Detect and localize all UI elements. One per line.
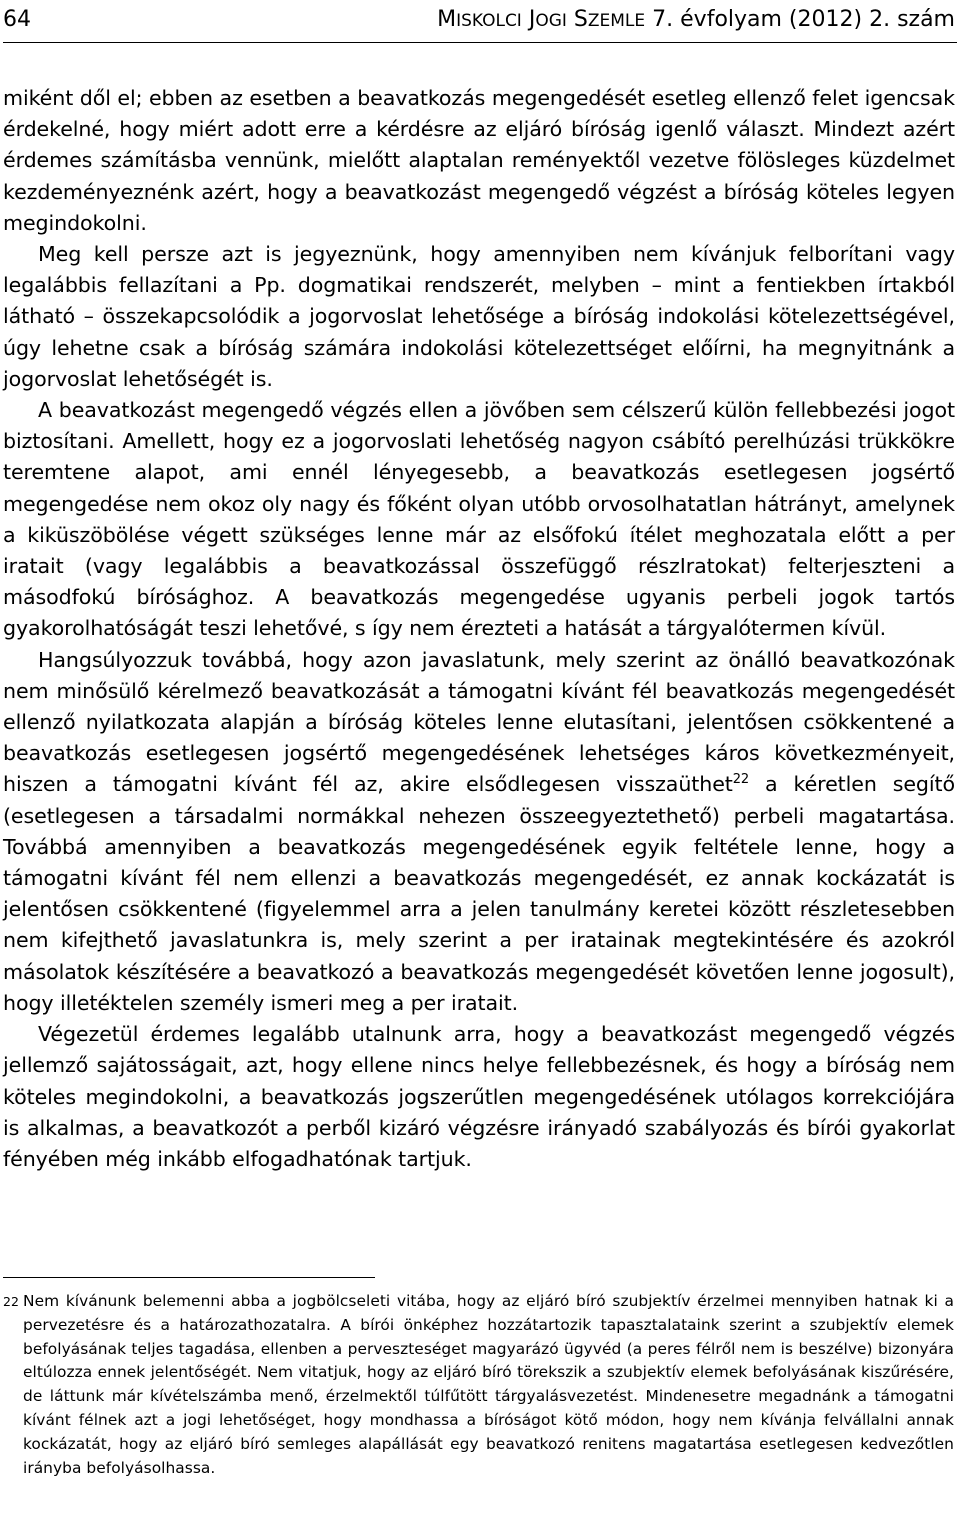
running-header: [3, 4, 957, 43]
journal-word1-rest: ISKOLCI: [456, 11, 522, 31]
footnote-separator: [3, 1277, 375, 1278]
journal-word2-rest: OGI: [535, 11, 567, 31]
journal-title: [437, 6, 955, 35]
paragraph-5: Végezetül érdemes legalább utalnunk arra, hogy a beavatkozást megengedő végzés jellemző sajátosságait, azt, hogy ellene nincs helye fellebbezésnek, és hogy a bíróság nem köteles megindokolni, a beavatkozás jogszerűtlen megengedésének utólagos korrekciójára is alkalmas, a beavatkozót a perből kizáró végzésre irányadó szabályozás és bírói gyakorlat fényében még inkább elfogadhatónak tartjuk.: [3, 1022, 955, 1171]
journal-word2-initial: J: [528, 7, 536, 32]
body-text: [3, 83, 955, 1175]
journal-issue: 7. évfolyam (2012) 2. szám: [652, 7, 955, 32]
journal-word1-initial: M: [437, 7, 457, 32]
footnote-reference[interactable]: 22: [732, 772, 750, 788]
footnote-22: [3, 1290, 954, 1480]
paragraph-4: [3, 645, 955, 1019]
paragraph-4-text-after: a kéretlen segítő (esetlegesen a társadalmi normákkal nehezen összeegyeztethető) perbeli magatartása. Továbbá amennyiben a beavatkozás megengedésének egyik feltétele lenne, hogy a támogatni kívánt fél nem ellenzi a beavatkozás megengedését, ez annak kockázatát is jelentősen csökkentené (figyelemmel arra a jelen tanulmány keretei között részletesebben nem kifejthető javaslatunkra is, mely szerint a per iratainak megtekintésére és azokról másolatok készítésére a beavatkozó a beavatkozás megengedését követően lenne jogosult), hogy illetéktelen személy ismeri meg a per iratait.: [3, 772, 955, 1015]
page-number: 64: [3, 7, 31, 32]
journal-word3-rest: ZEMLE: [587, 11, 646, 31]
footnote-number: 22: [3, 1294, 20, 1309]
paragraph-3: A beavatkozást megengedő végzés ellen a jövőben sem célszerű külön fellebbezési jogot biztosítani. Amellett, hogy ez a jogorvoslati lehetőség nagyon csábító perelhúzási trükkökre teremtene alapot, ami ennél lényegesebb, a beavatkozás esetlegesen jogsértő megengedése nem okoz oly nagy és főként olyan utóbb orvosolhatatlan hátrányt, amelynek a kiküszöbölése végett szükséges lenne már az elsőfokú ítélet meghozatala előtt a per iratait (vagy legalábbis a beavatkozással összefüggő részIratokat) felterjeszteni a másodfokú bírósághoz. A beavatkozás megengedése ugyanis perbeli jogok tartós gyakorolhatóságát teszi lehetővé, s így nem érezteti a hatását a tárgyalótermen kívül.: [3, 398, 955, 641]
paragraph-4-text-before: Hangsúlyozzuk továbbá, hogy azon javaslatunk, mely szerint az önálló beavatkozónak nem minősülő kérelmező beavatkozását a támogatni kívánt fél beavatkozás megengedését ellenző nyilatkozata alapján a bíróság köteles lenne elutasítani, jelentősen csökkentené a beavatkozás esetlegesen jogsértő megengedésének lehetséges káros következményeit, hiszen a támogatni kívánt fél az, akire elsődlegesen visszaüthet: [3, 647, 955, 797]
paragraph-1: miként dől el; ebben az esetben a beavatkozás megengedését esetleg ellenző felet igencsak érdekelné, hogy miért adott erre a kérdésre az eljáró bíróság igenlő választ. Mindezt azért érdemes számításba vennünk, mielőtt alaptalan reményektől vezetve fölösleges küzdelmet kezdeményeznénk azért, hogy a beavatkozást megengedő végzést a bíróság köteles legyen megindokolni.: [3, 86, 955, 235]
footnote-text: Nem kívánunk belemenni abba a jogbölcseleti vitába, hogy az eljáró bíró szubjektív érzelmei mennyiben hatnak ki a pervezetésre és a határozathozatalra. A bírói önképhez hozzátartozik tapasztalataink szerint a szubjektív elemek befolyásának teljes tagadása, ellenben a perveszteséget magyarázó ügyvéd (a peres félről nem is beszélve) bizonyára eltúlozza ennek jelentőségét. Nem vitatjuk, hogy az eljáró bíró törekszik a szubjektív elemek befolyásának kiszűrésére, de láttunk már kívételszámba menő, érzelmektől túlfűtött tárgyalásvezetést. Mindenesetre megadnánk a támogatni kívánt félnek azt a jogi lehetőséget, hogy mondhassa a bíróságot kötő módon, hogy nem kívánja felvállalni annak kockázatát, hogy az eljáró bíró semleges alapállását egy beavatkozó renitens magatartása esetlegesen kedvezőtlen irányba befolyásolhassa.: [23, 1292, 954, 1477]
paragraph-2: Meg kell persze azt is jegyeznünk, hogy amennyiben nem kívánjuk felborítani vagy legalábbis fellazítani a Pp. dogmatikai rendszerét, melyben – mint a fentiekben írtakból látható – összekapcsolódik a jogorvoslat lehetősége a bíróság indokolási kötelezettségével, úgy lehetne csak a bíróság számára indokolási kötelezettséget előírni, ha megnyitnánk a jogorvoslat lehetőségét is.: [3, 242, 955, 391]
journal-word3-initial: S: [573, 7, 588, 32]
